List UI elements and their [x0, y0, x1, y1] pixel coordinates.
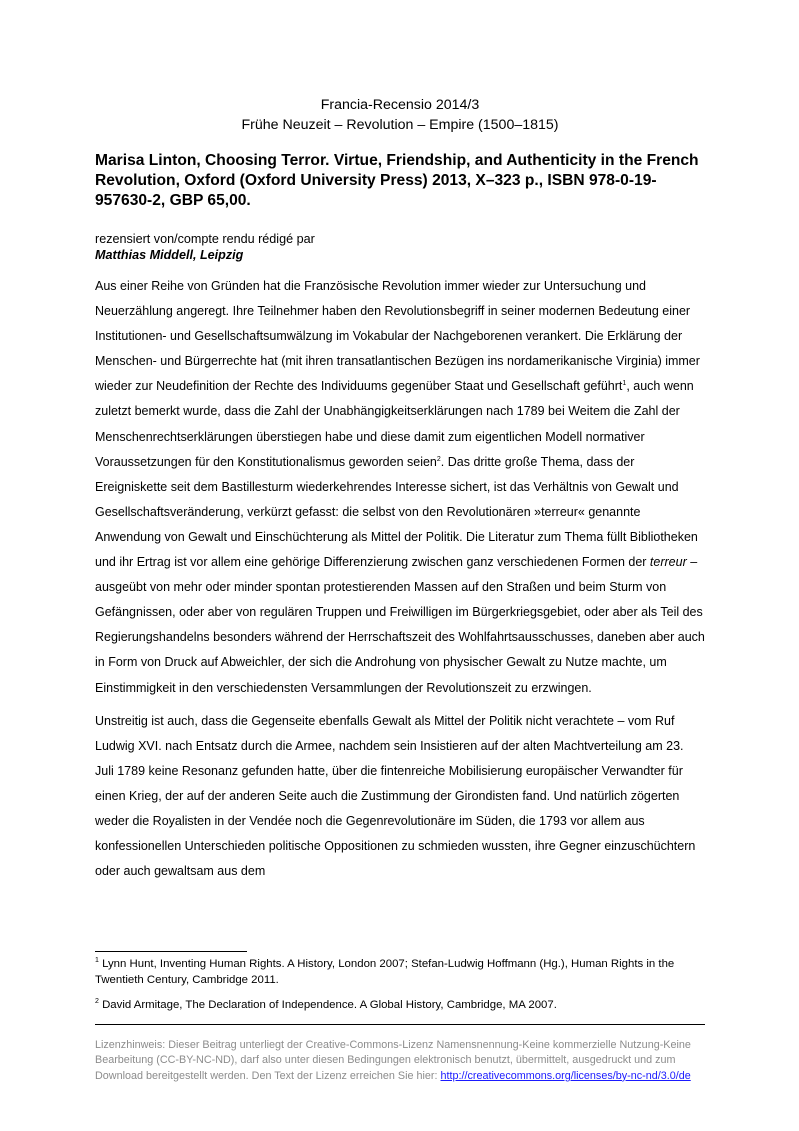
section-label: Frühe Neuzeit – Revolution – Empire (1500–1815)	[241, 117, 559, 133]
footnote-text: Lynn Hunt, Inventing Human Rights. A History, London 2007; Stefan-Ludwig Hoffmann (Hg.), Human Rights in the Twentieth Century, Cambridge 2011.	[95, 958, 675, 986]
footnote-ref-1: 1	[622, 380, 627, 388]
footnote-separator	[95, 951, 247, 952]
reviewer-name: Matthias Middell, Leipzig	[95, 248, 244, 262]
reviewer-block	[95, 231, 705, 263]
paragraph-1-part-c: . Das dritte große Thema, dass der Ereigniskette seit dem Bastillesturm wiederkehrendes Interesse sichert, ist das Verhältnis von Gewalt und Gesellschaftsveränderung, verkürzt gefasst: die selbst von den Revolutionären »terreur« genannte Anwendung von Gewalt und Einschüchterung als Mittel der Politik. Die Literatur zum Thema füllt Bibliotheken und ihr Ertrag ist vor allem eine gehörige Differenzierung zwischen ganz verschiedenen Formen der	[95, 454, 698, 570]
journal-issue: Francia-Recensio 2014/3	[320, 97, 480, 113]
license-notice	[95, 1038, 710, 1084]
footnote-number: 1	[95, 957, 99, 965]
review-body	[95, 274, 705, 884]
paragraph-1-part-a: Aus einer Reihe von Gründen hat die Französische Revolution immer wieder zur Untersuchung und Neuerzählung angeregt. Ihre Teilnehmer haben den Revolutionsbegriff in seiner modernen Bedeutung einer Institutionen- und Gesellschaftsumwälzung im Vokabular der Nachgeborenen verankert. Die Erklärung der Menschen- und Bürgerrechte hat (mit ihren transatlantischen Bezügen ins nordamerikanische Virginia) immer wieder zur Neudefinition der Rechte des Individuums gegenüber Staat und Gesellschaft geführt	[95, 279, 700, 394]
italic-term: terreur	[649, 555, 687, 570]
reviewer-label: rezensiert von/compte rendu rédigé par	[95, 232, 315, 246]
footnote-number: 2	[95, 998, 99, 1006]
footnote-1	[95, 956, 710, 988]
paragraph-1	[95, 274, 705, 701]
footnote-text: David Armitage, The Declaration of Independence. A Global History, Cambridge, MA 2007.	[98, 999, 557, 1011]
license-link[interactable]: http://creativecommons.org/licenses/by-nc-nd/3.0/de	[440, 1069, 691, 1082]
review-title: Marisa Linton, Choosing Terror. Virtue, Friendship, and Authenticity in the French Revolution, Oxford (Oxford University Press) 2013, X–323 p., ISBN 978-0-19-957630-2, GBP 65,00.	[95, 152, 699, 209]
paragraph-2: Unstreitig ist auch, dass die Gegenseite ebenfalls Gewalt als Mittel der Politik nicht verachtete – vom Ruf Ludwig XVI. nach Entsatz durch die Armee, nachdem sein Insistieren auf der alten Machtverteilung am 23. Juli 1789 keine Resonanz gefunden hatte, über die fintenreiche Mobilisierung europäischer Verwandter für einen Krieg, der auf der anderen Seite auch die Zustimmung der Girondisten fand. Und natürlich zögerten weder die Royalisten in der Vendée noch die Gegenrevolutionäre im Süden, die 1793 vor allem aus konfessionellen Unterschieden politische Oppositionen zu schmieden wussten, ihre Gegner einzuschüchtern oder auch gewaltsam aus dem	[95, 713, 696, 879]
paragraph-1-part-b: , auch wenn zuletzt bemerkt wurde, dass die Zahl der Unabhängigkeitserklärungen nach 1789 bei Weitem die Zahl der Menschenrechtserklärungen überstiegen habe und diese damit zum eigentlichen Modell normativer Voraussetzungen für den Konstitutionalismus geworden seien	[95, 379, 694, 469]
footnotes	[95, 956, 710, 1013]
footnote-ref-2: 2	[436, 455, 441, 463]
license-text: Lizenzhinweis: Dieser Beitrag unterliegt der Creative-Commons-Lizenz Namensnennung-Keine kommerzielle Nutzung-Keine Bearbeitung (CC-BY-NC-ND), darf also unter diesen Bedingungen elektronisch benutzt, übermittelt, ausgedruckt und zum Download bereitgestellt werden. Den Text der Lizenz erreichen Sie hier:	[95, 1039, 691, 1082]
paragraph-1-part-d: – ausgeübt von mehr oder minder spontan protestierenden Massen auf den Straßen und beim Sturm von Gefängnissen, oder aber von regulären Truppen und Freiwilligen im Bürgerkriegsgebiet, oder aber als Teil des Regierungshandelns besonders während der Herrschaftszeit des Wohlfahrtsausschusses, daneben aber auch in Form von Druck auf Abweichler, der sich die Androhung von physischer Gewalt zu Nutze machte, um Einstimmigkeit in den verschiedensten Versammlungen der Revolutionszeit zu erzwingen.	[95, 555, 705, 695]
page-header	[95, 95, 705, 135]
license-separator	[95, 1024, 705, 1025]
footnote-2	[95, 997, 710, 1013]
